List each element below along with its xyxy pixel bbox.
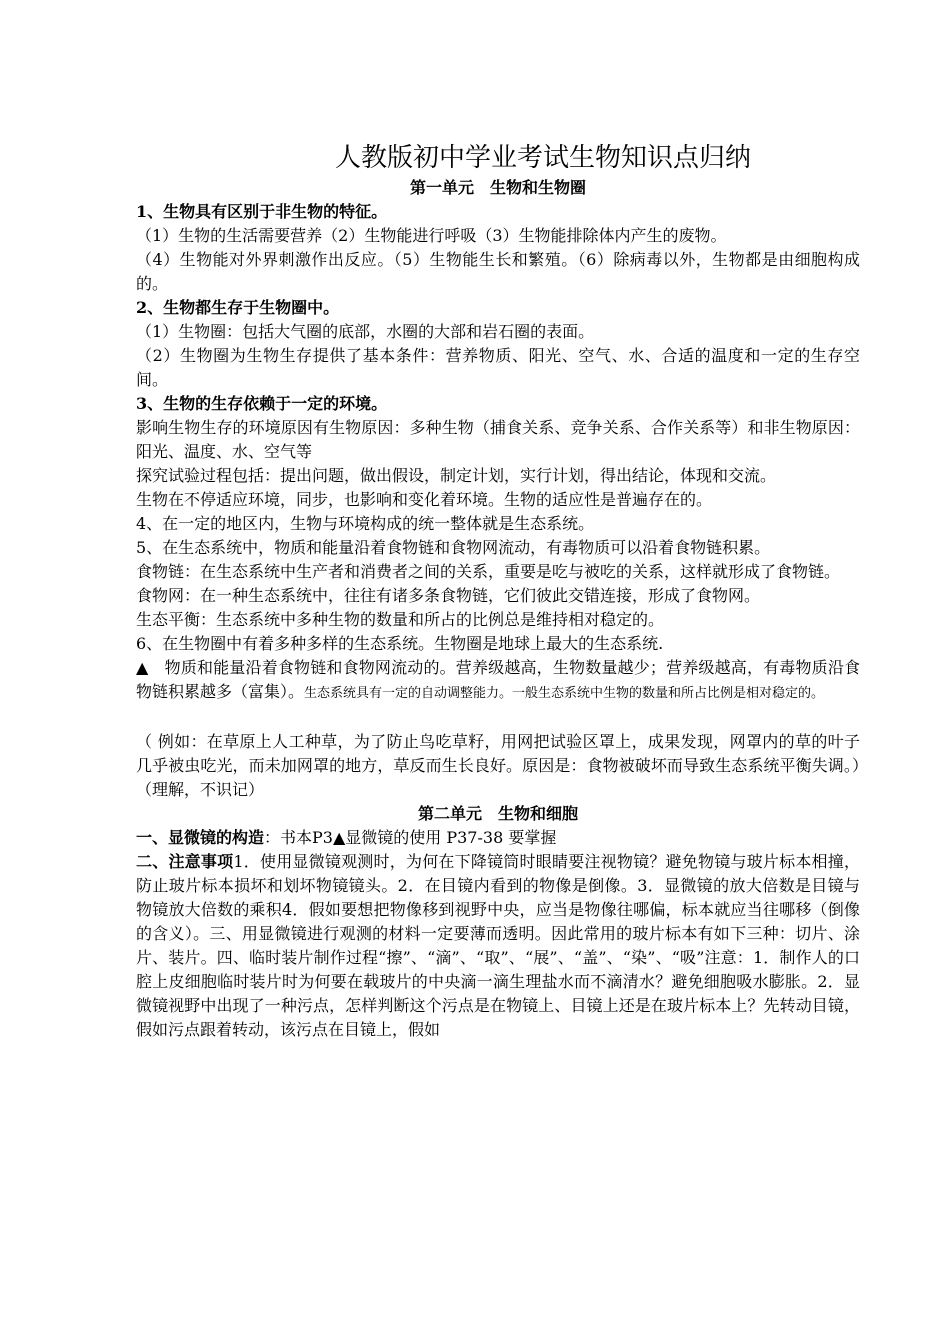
document-title: 人教版初中学业考试生物知识点归纳 [334,143,751,173]
paragraph-triangle-note [136,656,860,706]
spacer [136,706,860,730]
precautions-label: 二、注意事项 [136,852,234,871]
paragraph-precautions [136,850,860,1042]
paragraph: （1）生物的生活需要营养（2）生物能进行呼吸（3）生物能排除体内产生的废物。 [136,226,727,245]
paragraph: 食物网：在一种生态系统中，往往有诸多条食物链，它们彼此交错连接，形成了食物网。 [136,586,761,605]
paragraph: 生物在不停适应环境，同步，也影响和变化着环境。生物的适应性是普遍存在的。 [136,490,713,509]
paragraph: 探究试验过程包括：提出问题，做出假设，制定计划，实行计划，得出结论，体现和交流。 [136,466,777,485]
unit1-heading: 第一单元 生物和生物圈 [409,178,586,197]
microscope-structure-text: ：书本P3▲显微镜的使用 P37-38 要掌握 [264,828,557,847]
microscope-structure-label: 一、显微镜的构造 [136,828,265,847]
paragraph: 5、在生态系统中，物质和能量沿着食物链和食物网流动，有毒物质可以沿着食物链积累。 [136,538,771,557]
paragraph: 食物链：在生态系统中生产者和消费者之间的关系，重要是吃与被吃的关系，这样就形成了食物链。 [136,562,841,581]
paragraph: 6、在生物圈中有着多种多样的生态系统。生物圈是地球上最大的生态系统. [136,634,664,653]
paragraph: （1）生物圈：包括大气圈的底部，水圈的大部和岩石圈的表面。 [136,322,595,341]
section-heading-1: 1、生物具有区别于非生物的特征。 [136,202,388,221]
note-main-text: ▲ 物质和能量沿着食物链和食物网流动的。营养级越高，生物数量越少；营养级越高，有毒物质沿食物链积累越多（富集）。 [136,658,860,701]
paragraph: （4）生物能对外界刺激作出反应。（5）生物能生长和繁殖。（6）除病毒以外，生物都是由细胞构成的。 [136,250,860,293]
paragraph: 生态平衡：生态系统中多种生物的数量和所占的比例总是维持相对稳定的。 [136,610,665,629]
paragraph-microscope-structure [136,826,860,850]
paragraph: 影响生物生存的环境原因有生物原因：多种生物（捕食关系、竞争关系、合作关系等）和非生物原因：阳光、温度、水、空气等 [136,418,860,461]
paragraph-example: （ 例如：在草原上人工种草，为了防止鸟吃草籽，用网把试验区罩上，成果发现，网罩内的草的叶子几乎被虫吃光，而未加网罩的地方，草反而生长良好。原因是：食物被破坏而导致生态系统平衡失调。）（理解，不识记） [136,732,860,799]
document-page [136,140,860,1042]
unit2-heading: 第二单元 生物和细胞 [417,804,578,823]
section-heading-3: 3、生物的生存依赖于一定的环境。 [136,394,388,413]
paragraph: （2）生物圈为生物生存提供了基本条件：营养物质、阳光、空气、水、合适的温度和一定的生存空间。 [136,346,860,389]
note-small-text: 生态系统具有一定的自动调整能力。一般生态系统中生物的数量和所占比例是相对稳定的。 [304,686,825,701]
paragraph: 4、在一定的地区内，生物与环境构成的统一整体就是生态系统。 [136,514,595,533]
precautions-text: 1．使用显微镜观测时，为何在下降镜筒时眼睛要注视物镜？避免物镜与玻片标本相撞，防止玻片标本损坏和划坏物镜镜头。2．在目镜内看到的物像是倒像。3．显微镜的放大倍数是目镜与物镜放大倍数的乘积4．假如要想把物像移到视野中央，应当是物像往哪偏，标本就应当往哪移（倒像的含义）。三、用显微镜进行观测的材料一定要薄而透明。因此常用的玻片标本有如下三种：切片、涂片、装片。四、临时装片制作过程“擦”、“滴”、“取”、“展”、“盖”、“染”、“吸”注意：1．制作人的口腔上皮细胞临时装片时为何要在载玻片的中央滴一滴生理盐水而不滴清水？避免细胞吸水膨胀。2．显微镜视野中出现了一种污点，怎样判断这个污点是在物镜上、目镜上还是在玻片标本上？先转动目镜，假如污点跟着转动，该污点在目镜上，假如 [136,852,860,1039]
section-heading-2: 2、生物都生存于生物圈中。 [136,298,340,317]
